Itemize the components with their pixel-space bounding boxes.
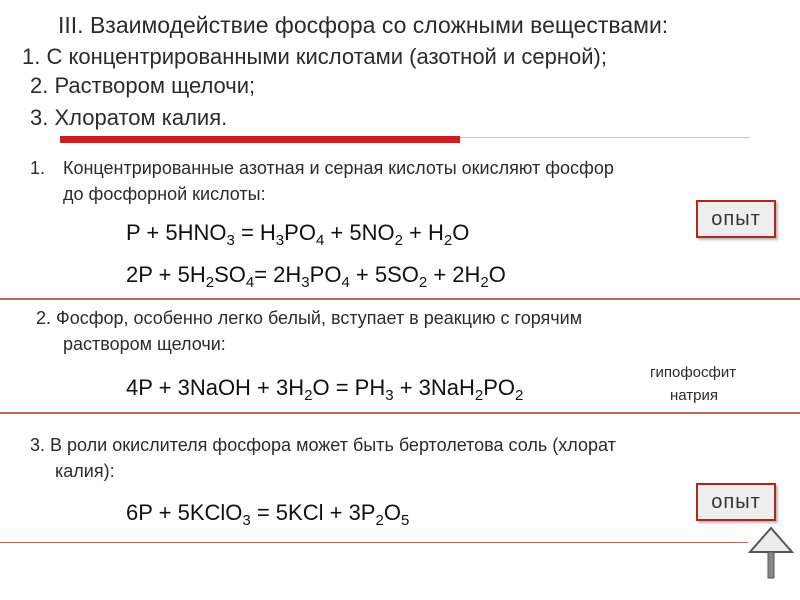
divider-1 [0, 298, 800, 300]
section2-text-line1: 2. Фосфор, особенно легко белый, вступает в реакцию с горячим [36, 308, 583, 328]
divider-3 [0, 542, 748, 543]
equation-naoh: 4P + 3NaOH + $3H_2O = PH_3 + 3NaH_2PO_2$ [126, 375, 524, 404]
equation-kclo3: 6P + 5KClO$_3$ = $5KCl + 3P_2O_5$ [126, 500, 410, 529]
slide-title: III. Взаимодействие фосфора со сложными веществами: [58, 12, 669, 38]
sodium-label: натрия [670, 387, 719, 404]
section1-text-line1: Концентрированные азотная и серная кислоты окисляют фосфор [63, 158, 614, 178]
experiment-button-2[interactable]: опыт [696, 483, 776, 521]
section1-text-line2: до фосфорной кислоты: [63, 184, 266, 204]
hypophosphite-label: гипофосфит [650, 364, 737, 381]
section1-number: 1. [30, 158, 46, 178]
section2-text-line2: раствором щелочи: [63, 334, 226, 354]
home-arrow-icon[interactable] [748, 526, 794, 580]
equation-h2so4: $2P + 5H_2SO_4= 2H_3PO_4 + 5SO_2 + 2H_2O$ [126, 262, 506, 291]
equation-hno3: $P + 5HNO_3 = H_3PO_4 + 5NO_2 + H_2O$ [126, 220, 470, 249]
experiment-button-1[interactable]: опыт [696, 200, 776, 238]
header-rule-red [60, 136, 460, 143]
header-item-3: 3. Хлоратом калия. [30, 105, 228, 130]
header-item-1: 1. С концентрированными кислотами (азотной и серной); [22, 44, 607, 69]
divider-2 [0, 412, 800, 414]
section3-text-line1: 3. В роли окислителя фосфора может быть бертолетова соль (хлорат [30, 435, 616, 455]
header-item-2: 2. Раствором щелочи; [30, 73, 256, 98]
section3-text-line2: калия): [55, 461, 115, 481]
